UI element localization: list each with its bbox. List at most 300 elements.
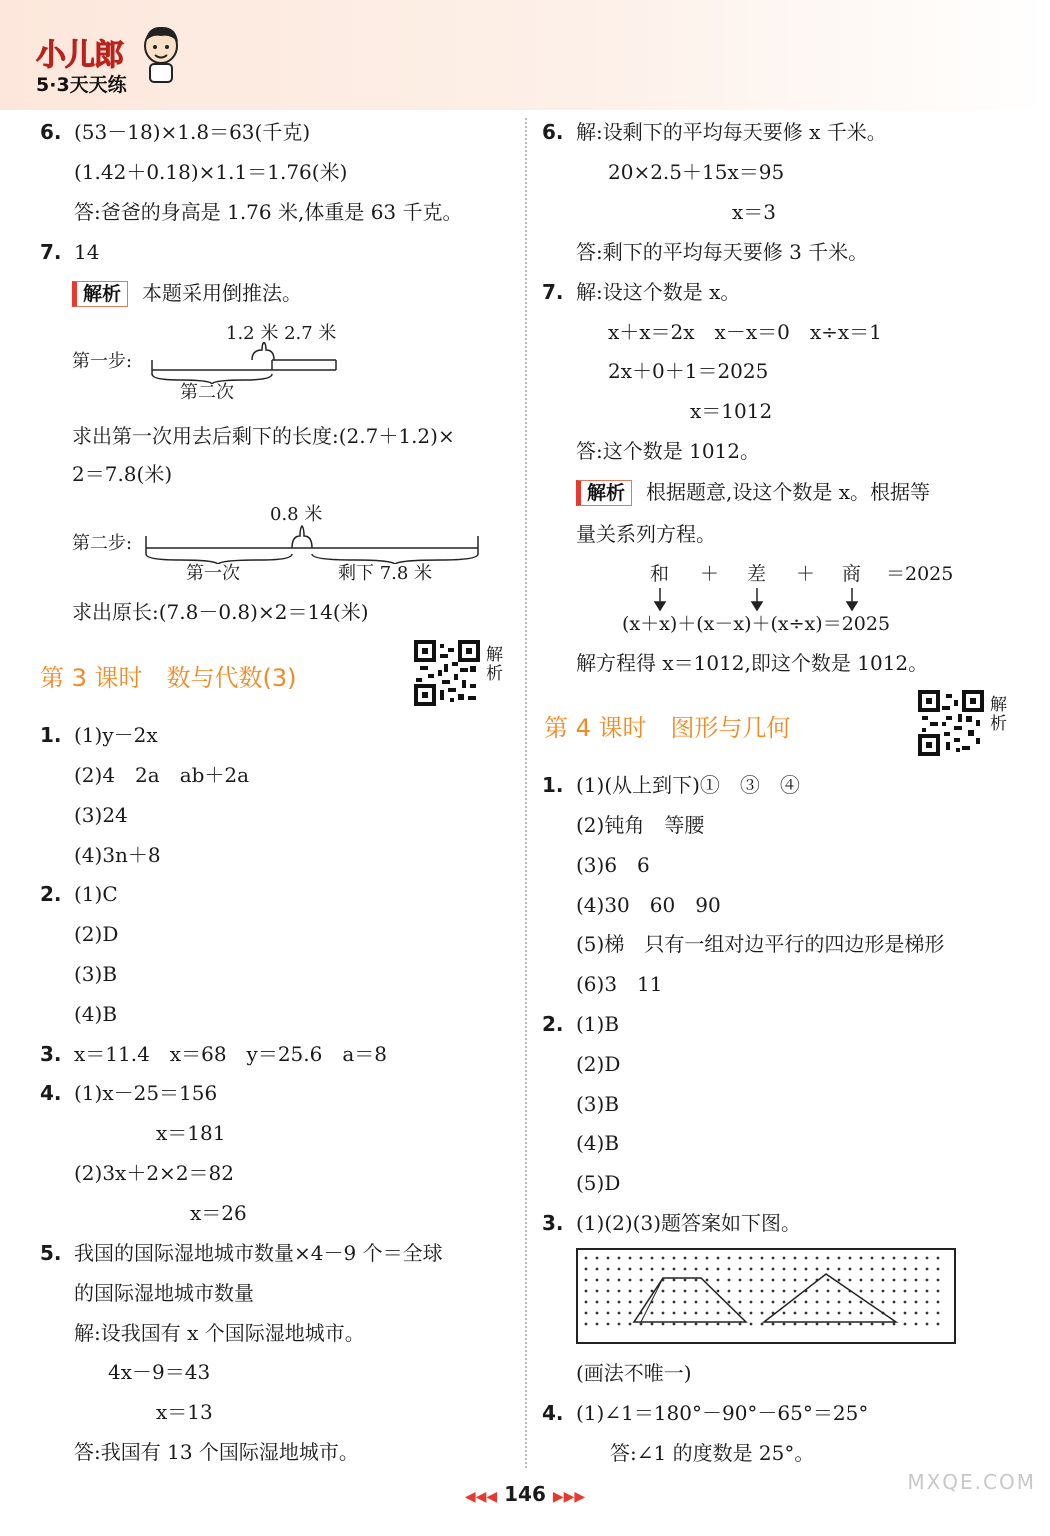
grid-dot bbox=[607, 1301, 610, 1304]
grid-dot bbox=[673, 1323, 676, 1326]
grid-dot bbox=[651, 1323, 654, 1326]
jiexi-text: 根据题意,设这个数是 x。根据等 bbox=[646, 480, 931, 504]
grid-dot bbox=[827, 1301, 830, 1304]
grid-dot bbox=[849, 1301, 852, 1304]
step2-label: 第二步: bbox=[72, 533, 133, 554]
grid-dot bbox=[882, 1279, 885, 1282]
answer-line: 解:设我国有 x 个国际湿地城市。 bbox=[74, 1321, 365, 1345]
grid-dot bbox=[794, 1268, 797, 1271]
answer-line: 答:这个数是 1012。 bbox=[576, 439, 760, 463]
dot-grid-figure bbox=[576, 1248, 956, 1344]
grid-dot bbox=[761, 1323, 764, 1326]
answer-line: (2)3x＋2×2＝82 bbox=[74, 1161, 234, 1185]
grid-dot bbox=[882, 1257, 885, 1260]
step1-label: 第一步: bbox=[72, 351, 133, 372]
grid-dot bbox=[585, 1323, 588, 1326]
grid-dot bbox=[937, 1301, 940, 1304]
q-number: 1. bbox=[542, 773, 564, 797]
grid-dot bbox=[816, 1301, 819, 1304]
grid-dot bbox=[618, 1312, 621, 1315]
step2-diagram bbox=[140, 524, 486, 564]
next-arrows-icon: ▶▶▶ bbox=[552, 1489, 586, 1505]
answer-line: x＝3 bbox=[732, 200, 777, 224]
grid-dot bbox=[882, 1290, 885, 1293]
grid-dot bbox=[926, 1268, 929, 1271]
grid-dot bbox=[882, 1268, 885, 1271]
eq-arrows bbox=[640, 586, 870, 612]
grid-dot bbox=[695, 1279, 698, 1282]
step2-top-label: 0.8 米 bbox=[270, 504, 323, 525]
grid-dot bbox=[706, 1257, 709, 1260]
grid-dot bbox=[662, 1290, 665, 1293]
grid-dot bbox=[871, 1257, 874, 1260]
grid-dot bbox=[871, 1312, 874, 1315]
answer-line: (4)B bbox=[576, 1131, 620, 1155]
grid-dot bbox=[706, 1279, 709, 1282]
grid-dot bbox=[618, 1323, 621, 1326]
grid-dot bbox=[629, 1257, 632, 1260]
q-number: 7. bbox=[542, 280, 564, 304]
grid-dot bbox=[838, 1268, 841, 1271]
grid-dot bbox=[783, 1290, 786, 1293]
grid-dot bbox=[937, 1268, 940, 1271]
eq-word: 和 bbox=[650, 563, 670, 585]
grid-dot bbox=[673, 1301, 676, 1304]
q-number: 6. bbox=[542, 120, 564, 144]
grid-dot bbox=[816, 1312, 819, 1315]
grid-dot bbox=[596, 1290, 599, 1293]
grid-dot bbox=[761, 1301, 764, 1304]
grid-dot bbox=[607, 1268, 610, 1271]
answer-line: x＝11.4 x＝68 y＝25.6 a＝8 bbox=[74, 1042, 388, 1066]
grid-dot bbox=[585, 1301, 588, 1304]
grid-dot bbox=[717, 1290, 720, 1293]
mascot-icon bbox=[138, 22, 184, 86]
grid-dot bbox=[805, 1257, 808, 1260]
grid-dot bbox=[750, 1301, 753, 1304]
grid-dot bbox=[893, 1312, 896, 1315]
qr-label: 解析 bbox=[990, 695, 1007, 734]
grid-dot bbox=[937, 1257, 940, 1260]
grid-dot bbox=[794, 1257, 797, 1260]
grid-dot bbox=[728, 1268, 731, 1271]
grid-dot bbox=[794, 1301, 797, 1304]
jiexi-tag: 解析 bbox=[576, 480, 632, 506]
answer-line: (4)30 60 90 bbox=[576, 893, 721, 917]
grid-dot bbox=[706, 1301, 709, 1304]
q-number: 2. bbox=[40, 882, 62, 906]
grid-dot bbox=[684, 1279, 687, 1282]
q-number: 4. bbox=[542, 1401, 564, 1425]
grid-dot bbox=[937, 1279, 940, 1282]
jiexi-text: 本题采用倒推法。 bbox=[142, 281, 303, 305]
grid-dot bbox=[706, 1323, 709, 1326]
grid-dot bbox=[695, 1257, 698, 1260]
step2-text: 求出原长:(7.8－0.8)×2＝14(米) bbox=[72, 600, 369, 624]
grid-dot bbox=[662, 1323, 665, 1326]
q-number: 7. bbox=[40, 240, 62, 264]
answer-line: (1)y－2x bbox=[74, 723, 158, 747]
grid-dot bbox=[860, 1268, 863, 1271]
grid-dot bbox=[794, 1279, 797, 1282]
grid-dot bbox=[838, 1301, 841, 1304]
grid-dot bbox=[893, 1279, 896, 1282]
grid-dot bbox=[596, 1268, 599, 1271]
answer-line: (画法不唯一) bbox=[576, 1361, 692, 1385]
column-divider bbox=[525, 118, 527, 1468]
answer-line: (1)B bbox=[576, 1012, 620, 1036]
grid-dot bbox=[651, 1268, 654, 1271]
grid-dot bbox=[728, 1279, 731, 1282]
grid-dot bbox=[750, 1290, 753, 1293]
answer-line: (2)钝角 等腰 bbox=[576, 813, 705, 837]
answer-line: 解方程得 x＝1012,即这个数是 1012。 bbox=[576, 651, 929, 675]
grid-dot bbox=[915, 1290, 918, 1293]
jiexi-row bbox=[72, 281, 302, 307]
grid-dot bbox=[860, 1312, 863, 1315]
eq-word: ＋ bbox=[796, 563, 816, 585]
grid-dot bbox=[761, 1268, 764, 1271]
grid-dot bbox=[629, 1290, 632, 1293]
grid-dot bbox=[596, 1301, 599, 1304]
q-number: 2. bbox=[542, 1012, 564, 1036]
grid-dot bbox=[607, 1312, 610, 1315]
answer-line: 我国的国际湿地城市数量×4－9 个＝全球 bbox=[74, 1241, 443, 1265]
grid-dot bbox=[915, 1257, 918, 1260]
grid-dot bbox=[739, 1312, 742, 1315]
step1-text: 2＝7.8(米) bbox=[72, 462, 173, 486]
q-number: 3. bbox=[542, 1211, 564, 1235]
grid-dot bbox=[651, 1279, 654, 1282]
grid-dot bbox=[772, 1257, 775, 1260]
answer-line: 解:设剩下的平均每天要修 x 千米。 bbox=[576, 120, 887, 144]
grid-dot bbox=[937, 1312, 940, 1315]
grid-dot bbox=[805, 1279, 808, 1282]
step1-text: 求出第一次用去后剩下的长度:(2.7＋1.2)× bbox=[72, 424, 455, 448]
grid-dot bbox=[695, 1301, 698, 1304]
brand-logo bbox=[36, 30, 127, 97]
grid-dot bbox=[915, 1323, 918, 1326]
grid-dot bbox=[728, 1290, 731, 1293]
q-number: 4. bbox=[40, 1081, 62, 1105]
grid-dot bbox=[684, 1290, 687, 1293]
grid-dot bbox=[783, 1257, 786, 1260]
grid-dot bbox=[750, 1268, 753, 1271]
step2-bottom-left: 第一次 bbox=[186, 563, 240, 584]
answer-line: x＝1012 bbox=[690, 399, 773, 423]
grid-dot bbox=[794, 1312, 797, 1315]
step1-diagram bbox=[140, 342, 350, 384]
answer-line: (3)B bbox=[576, 1092, 620, 1116]
grid-dot bbox=[618, 1290, 621, 1293]
grid-dot bbox=[871, 1323, 874, 1326]
grid-dot bbox=[871, 1290, 874, 1293]
grid-dot bbox=[849, 1268, 852, 1271]
grid-dot bbox=[772, 1268, 775, 1271]
grid-dot bbox=[750, 1279, 753, 1282]
answer-line: (1.42＋0.18)×1.1＝1.76(米) bbox=[74, 160, 348, 184]
grid-dot bbox=[827, 1257, 830, 1260]
grid-dot bbox=[772, 1323, 775, 1326]
eq-word: 差 bbox=[747, 563, 767, 585]
grid-dot bbox=[849, 1279, 852, 1282]
step1-bottom-label: 第二次 bbox=[180, 382, 234, 403]
eq-word: 商 bbox=[842, 563, 862, 585]
grid-dot bbox=[772, 1279, 775, 1282]
eq-word: ＝2025 bbox=[886, 563, 954, 585]
grid-dot bbox=[706, 1290, 709, 1293]
grid-dot bbox=[662, 1257, 665, 1260]
grid-dot bbox=[750, 1312, 753, 1315]
answer-line: (2)D bbox=[74, 922, 119, 946]
grid-dot bbox=[618, 1279, 621, 1282]
grid-dot bbox=[838, 1323, 841, 1326]
grid-dot bbox=[926, 1279, 929, 1282]
grid-dot bbox=[783, 1279, 786, 1282]
answer-line: 答:剩下的平均每天要修 3 千米。 bbox=[576, 240, 869, 264]
grid-dot bbox=[684, 1268, 687, 1271]
grid-dot bbox=[827, 1323, 830, 1326]
grid-dot bbox=[684, 1312, 687, 1315]
eq-bottom: (x＋x)＋(x－x)＋(x÷x)＝2025 bbox=[622, 613, 891, 635]
grid-dot bbox=[607, 1323, 610, 1326]
answer-line: x＝181 bbox=[156, 1121, 226, 1145]
qr-code-icon[interactable] bbox=[918, 690, 984, 756]
grid-dot bbox=[585, 1312, 588, 1315]
grid-dot bbox=[849, 1257, 852, 1260]
q-number: 6. bbox=[40, 120, 62, 144]
grid-dot bbox=[607, 1257, 610, 1260]
grid-dot bbox=[596, 1279, 599, 1282]
grid-dot bbox=[717, 1279, 720, 1282]
grid-dot bbox=[596, 1257, 599, 1260]
eq-word: ＋ bbox=[700, 563, 720, 585]
grid-dot bbox=[816, 1257, 819, 1260]
grid-dot bbox=[739, 1290, 742, 1293]
qr-label: 解析 bbox=[486, 645, 503, 684]
grid-dot bbox=[684, 1257, 687, 1260]
grid-dot bbox=[904, 1312, 907, 1315]
grid-dot bbox=[827, 1268, 830, 1271]
q-number: 1. bbox=[40, 723, 62, 747]
answer-line: 20×2.5＋15x＝95 bbox=[608, 160, 785, 184]
logo-sub: 5·3天天练 bbox=[36, 74, 127, 96]
grid-dot bbox=[860, 1301, 863, 1304]
answer-line: x＋x＝2x x－x＝0 x÷x＝1 bbox=[608, 320, 882, 344]
grid-dot bbox=[783, 1312, 786, 1315]
answer-line: (1)(2)(3)题答案如下图。 bbox=[576, 1211, 801, 1235]
section-title: 第 4 课时 图形与几何 bbox=[544, 714, 791, 742]
grid-dot bbox=[783, 1301, 786, 1304]
grid-dot bbox=[783, 1323, 786, 1326]
grid-dot bbox=[761, 1290, 764, 1293]
answer-line: x＝26 bbox=[190, 1201, 247, 1225]
grid-dot bbox=[717, 1268, 720, 1271]
grid-dot bbox=[904, 1268, 907, 1271]
grid-dot bbox=[673, 1279, 676, 1282]
grid-dot bbox=[585, 1290, 588, 1293]
grid-dot bbox=[904, 1279, 907, 1282]
grid-dot bbox=[618, 1301, 621, 1304]
answer-line: (4)3n＋8 bbox=[74, 843, 161, 867]
grid-dot bbox=[915, 1301, 918, 1304]
grid-dot bbox=[629, 1301, 632, 1304]
grid-dot bbox=[607, 1279, 610, 1282]
jiexi-row bbox=[576, 480, 930, 506]
grid-dot bbox=[871, 1279, 874, 1282]
watermark: MXQE.COM bbox=[907, 1470, 1036, 1494]
grid-dot bbox=[673, 1268, 676, 1271]
step1-top-label: 1.2 米 2.7 米 bbox=[226, 323, 337, 344]
answer-line: (1)x－25＝156 bbox=[74, 1081, 218, 1105]
grid-dot bbox=[651, 1257, 654, 1260]
answer-line: x＝13 bbox=[156, 1400, 213, 1424]
grid-dot bbox=[662, 1301, 665, 1304]
grid-dot bbox=[871, 1268, 874, 1271]
grid-dot bbox=[739, 1279, 742, 1282]
grid-dot bbox=[640, 1268, 643, 1271]
answer-line: 解:设这个数是 x。 bbox=[576, 280, 741, 304]
grid-dot bbox=[739, 1257, 742, 1260]
grid-dot bbox=[618, 1257, 621, 1260]
grid-dot bbox=[893, 1257, 896, 1260]
grid-dot bbox=[673, 1290, 676, 1293]
grid-dot bbox=[662, 1312, 665, 1315]
answer-line: (1)C bbox=[74, 882, 118, 906]
step2-bottom-right: 剩下 7.8 米 bbox=[338, 563, 433, 584]
answer-line: 答:我国有 13 个国际湿地城市。 bbox=[74, 1440, 359, 1464]
grid-dot bbox=[805, 1323, 808, 1326]
grid-dot bbox=[772, 1301, 775, 1304]
answer-line: (3)6 6 bbox=[576, 853, 650, 877]
grid-dot bbox=[629, 1323, 632, 1326]
answer-line: (2)4 2a ab＋2a bbox=[74, 763, 250, 787]
answer-line: 的国际湿地城市数量 bbox=[74, 1281, 254, 1305]
grid-dot bbox=[739, 1301, 742, 1304]
grid-dot bbox=[739, 1268, 742, 1271]
grid-dot bbox=[827, 1290, 830, 1293]
grid-dot bbox=[750, 1257, 753, 1260]
grid-dot bbox=[838, 1279, 841, 1282]
grid-dot bbox=[893, 1268, 896, 1271]
grid-dot bbox=[849, 1323, 852, 1326]
grid-dot bbox=[926, 1312, 929, 1315]
grid-dot bbox=[750, 1323, 753, 1326]
grid-dot bbox=[926, 1290, 929, 1293]
q-number: 5. bbox=[40, 1241, 62, 1265]
grid-dot bbox=[915, 1268, 918, 1271]
grid-dot bbox=[805, 1312, 808, 1315]
grid-dot bbox=[684, 1323, 687, 1326]
grid-dot bbox=[706, 1312, 709, 1315]
grid-dot bbox=[640, 1257, 643, 1260]
grid-dot bbox=[629, 1279, 632, 1282]
answer-line: (3)B bbox=[74, 962, 118, 986]
grid-dot bbox=[926, 1301, 929, 1304]
grid-dot bbox=[827, 1279, 830, 1282]
grid-dot bbox=[904, 1257, 907, 1260]
grid-dot bbox=[761, 1279, 764, 1282]
grid-dot bbox=[673, 1312, 676, 1315]
answer-line: (5)D bbox=[576, 1171, 621, 1195]
answer-line: (6)3 11 bbox=[576, 972, 663, 996]
grid-dot bbox=[695, 1323, 698, 1326]
grid-dot bbox=[640, 1290, 643, 1293]
grid-dot bbox=[651, 1312, 654, 1315]
grid-dot bbox=[937, 1323, 940, 1326]
grid-dot bbox=[761, 1312, 764, 1315]
jiexi-text: 量关系列方程。 bbox=[576, 522, 716, 546]
grid-dot bbox=[717, 1312, 720, 1315]
grid-dot bbox=[849, 1312, 852, 1315]
grid-dot bbox=[838, 1312, 841, 1315]
grid-dot bbox=[860, 1257, 863, 1260]
grid-dot bbox=[728, 1312, 731, 1315]
prev-arrows-icon: ◀◀◀ bbox=[464, 1489, 498, 1505]
grid-dot bbox=[915, 1312, 918, 1315]
grid-dot bbox=[761, 1257, 764, 1260]
grid-dot bbox=[640, 1301, 643, 1304]
grid-dot bbox=[860, 1323, 863, 1326]
q-number: 3. bbox=[40, 1042, 62, 1066]
answer-line: (4)B bbox=[74, 1002, 118, 1026]
answer-line: 答:∠1 的度数是 25°。 bbox=[610, 1441, 815, 1465]
grid-dot bbox=[871, 1301, 874, 1304]
grid-dot bbox=[618, 1268, 621, 1271]
grid-dot bbox=[728, 1301, 731, 1304]
answer-line: (1)(从上到下)① ③ ④ bbox=[576, 773, 800, 797]
grid-dot bbox=[662, 1268, 665, 1271]
answer-line: (2)D bbox=[576, 1052, 621, 1076]
answer-line: (1)∠1＝180°－90°－65°＝25° bbox=[576, 1401, 869, 1425]
grid-dot bbox=[882, 1323, 885, 1326]
grid-dot bbox=[706, 1268, 709, 1271]
answer-line: 答:爸爸的身高是 1.76 米,体重是 63 千克。 bbox=[74, 200, 463, 224]
grid-dot bbox=[860, 1290, 863, 1293]
grid-dot bbox=[893, 1301, 896, 1304]
grid-dot bbox=[816, 1290, 819, 1293]
grid-dot bbox=[926, 1257, 929, 1260]
grid-dot bbox=[904, 1301, 907, 1304]
qr-code-icon[interactable] bbox=[414, 640, 480, 706]
grid-dot bbox=[838, 1257, 841, 1260]
grid-dot bbox=[805, 1268, 808, 1271]
grid-dot bbox=[596, 1312, 599, 1315]
grid-dot bbox=[695, 1290, 698, 1293]
answer-line: 2x＋0＋1＝2025 bbox=[608, 359, 769, 383]
grid-dot bbox=[838, 1290, 841, 1293]
grid-dot bbox=[827, 1312, 830, 1315]
grid-dot bbox=[904, 1323, 907, 1326]
answer-line: (5)梯 只有一组对边平行的四边形是梯形 bbox=[576, 932, 945, 956]
grid-dot bbox=[717, 1301, 720, 1304]
grid-dot bbox=[629, 1312, 632, 1315]
grid-dot bbox=[684, 1301, 687, 1304]
answer-line: (3)24 bbox=[74, 803, 128, 827]
answer-line: 4x－9＝43 bbox=[108, 1360, 211, 1384]
grid-dot bbox=[783, 1268, 786, 1271]
grid-dot bbox=[717, 1257, 720, 1260]
grid-dot bbox=[794, 1290, 797, 1293]
grid-dot bbox=[585, 1257, 588, 1260]
grid-dot bbox=[596, 1323, 599, 1326]
grid-dot bbox=[585, 1279, 588, 1282]
grid-dot bbox=[926, 1323, 929, 1326]
grid-dot bbox=[585, 1268, 588, 1271]
page-number: 146 bbox=[504, 1482, 546, 1506]
grid-dot bbox=[893, 1290, 896, 1293]
grid-dot bbox=[640, 1279, 643, 1282]
